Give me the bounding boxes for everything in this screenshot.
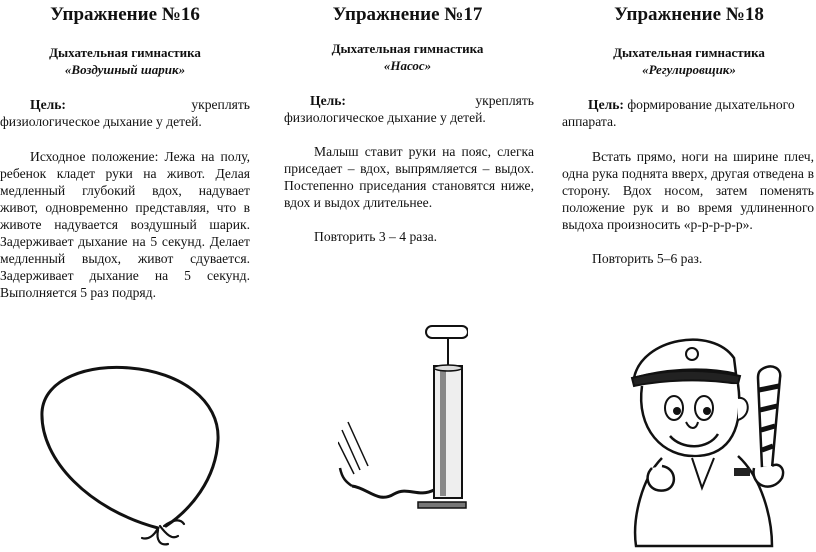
exercise-17-column (280, 0, 535, 552)
exercise-18-name: «Регулировщик» (642, 62, 736, 77)
balloon-drawing (30, 360, 230, 550)
exercise-16-title: Упражнение №16 (50, 4, 200, 25)
exercise-16-goal-rest: физиологическое дыхание у детей. (0, 114, 202, 129)
exercise-18-column (562, 0, 816, 552)
exercise-16-subtitle-text: Дыхательная гимнастика (49, 45, 201, 60)
pump-drawing (338, 318, 468, 518)
exercise-17-goal-word: укреплять (475, 93, 534, 108)
exercise-17-subtitle (280, 40, 535, 74)
exercise-18-subtitle (562, 44, 816, 78)
exercise-17-title: Упражнение №17 (332, 4, 483, 25)
exercise-16-column (0, 0, 250, 552)
exercise-18-title: Упражнение №18 (614, 4, 764, 25)
exercise-18-goal-label: Цель: (588, 97, 624, 112)
exercise-16-name: «Воздушный шарик» (64, 62, 186, 77)
exercise-18-goal (562, 96, 814, 130)
exercise-17-goal-label: Цель: (310, 93, 346, 108)
exercise-17-subtitle-text: Дыхательная гимнастика (331, 41, 484, 56)
exercise-17-name: «Насос» (383, 58, 432, 73)
exercise-16-body: Исходное положение: Лежа на полу, ребенок кладет руки на живот. Делая медленный глубокий вдох, надувает живот, одновременно представляя, что в животе надувается воздушный шарик. Задерживает дыхание на 5 секунд. Делает медленный выдох, живот сдувается. Задерживает дыхание на 5 секунд. Выполняется 5 раз подряд. (0, 149, 250, 300)
exercise-18-goal-rest: формирование дыхательного аппарата. (562, 97, 795, 129)
exercise-17-body: Малыш ставит руки на пояс, слегка приседает – вдох, выпрямляется – выдох. Постепенно приседания становятся ниже, вдох и выдох длительнее. (284, 144, 534, 210)
exercise-16-goal-word: укреплять (191, 97, 250, 112)
exercise-17-repeat: Повторить 3 – 4 раза. (314, 229, 438, 244)
exercise-18-repeat: Повторить 5–6 раз. (592, 251, 703, 266)
exercise-16-goal-label: Цель: (30, 97, 66, 112)
exercise-16-goal (0, 96, 250, 130)
exercise-18-body: Встать прямо, ноги на ширине плеч, одна рука поднята вверх, другая отведена в сторону. Вдох носом, затем поменять положение рук и во время удлиненного выдоха произносить «р-р-р-р-р». (562, 149, 814, 232)
exercise-17-goal (284, 92, 534, 126)
exercise-17-goal-rest: физиологическое дыхание у детей. (284, 110, 486, 125)
exercise-18-subtitle-text: Дыхательная гимнастика (613, 45, 765, 60)
traffic-controller-drawing (622, 318, 812, 548)
exercise-16-subtitle (0, 44, 250, 78)
